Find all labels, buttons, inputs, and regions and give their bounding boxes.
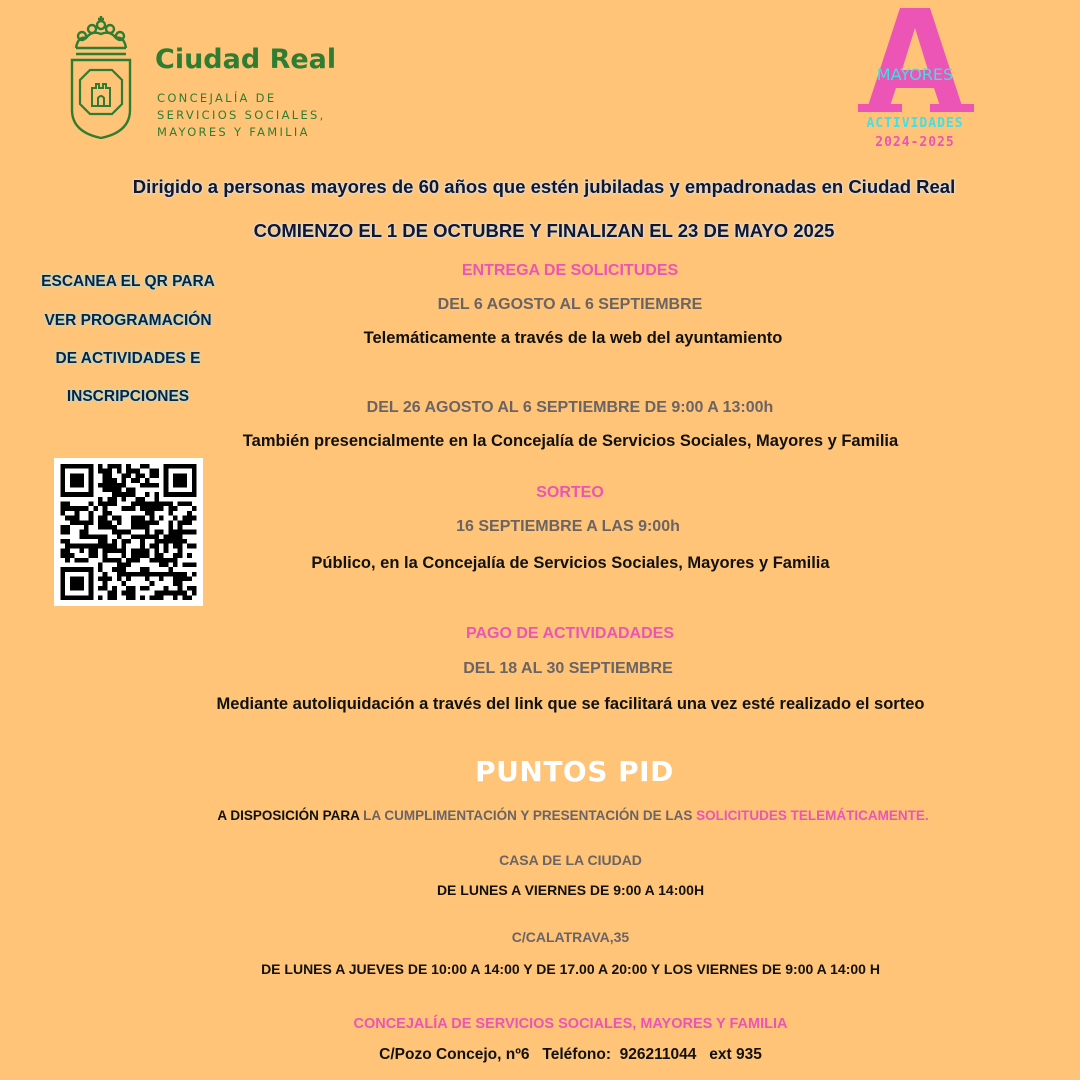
casa-ciudad-hours: DE LUNES A VIERNES DE 9:00 A 14:00H (436, 882, 705, 898)
puntos-pid-desc-part1: A DISPOSICIÓN PARA (217, 808, 360, 823)
qr-instruction-line-3: DE ACTIVIDADES E (55, 350, 201, 367)
badge-mayores-label: MAYORES (876, 65, 954, 84)
puntos-pid-desc-part3: SOLICITUDES TELEMÁTICAMENTE. (696, 808, 929, 823)
puntos-pid-heading: PUNTOS PID (475, 755, 674, 788)
qr-instruction-line-4: INSCRIPCIONES (66, 388, 190, 405)
solicitudes-online-dates: DEL 6 AGOSTO AL 6 SEPTIEMBRE (437, 296, 703, 313)
course-dates-text: COMIENZO EL 1 DE OCTUBRE Y FINALIZAN EL 23 DE MAYO 2025 (253, 220, 835, 241)
sorteo-date: 16 SEPTIEMBRE A LAS 9:00h (456, 518, 680, 535)
solicitudes-heading: ENTREGA DE SOLICITUDES (461, 262, 679, 279)
solicitudes-online-text: Telemáticamente a través de la web del ayuntamiento (363, 329, 783, 347)
badge-year-label: 2024-2025 (875, 135, 955, 150)
calatrava-name: C/CALATRAVA,35 (511, 929, 630, 945)
pago-heading: PAGO DE ACTIVIDADADES (465, 625, 674, 642)
pago-dates: DEL 18 AL 30 SEPTIEMBRE (463, 660, 673, 677)
solicitudes-presencial-text: También presencialmente en la Concejalía de Servicios Sociales, Mayores y Familia (242, 432, 899, 450)
puntos-pid-description (0, 808, 1080, 823)
calatrava-hours: DE LUNES A JUEVES DE 10:00 A 14:00 Y DE 17.00 A 20:00 Y LOS VIERNES DE 9:00 A 14:00 H (261, 961, 880, 977)
pago-text: Mediante autoliquidación a través del link que se facilitará una vez esté realizado el sorteo (216, 695, 925, 713)
sorteo-heading: SORTEO (536, 484, 604, 501)
badge-actividades-label: ACTIVIDADES (866, 116, 964, 131)
mayores-actividades-badge (850, 4, 980, 154)
department-line-2: SERVICIOS SOCIALES, (157, 108, 326, 122)
city-name-title: Ciudad Real (155, 44, 337, 75)
big-letter-a-icon (850, 4, 980, 116)
footer-organization: CONCEJALÍA DE SERVICIOS SOCIALES, MAYORES Y FAMILIA (353, 1016, 788, 1032)
ciudad-real-crest-logo (68, 14, 134, 142)
puntos-pid-desc-part2: LA CUMPLIMENTACIÓN Y PRESENTACIÓN DE LAS (359, 808, 697, 823)
department-line-1: CONCEJALÍA DE (157, 91, 277, 105)
casa-ciudad-name: CASA DE LA CIUDAD (499, 852, 642, 868)
qr-instruction-line-2: VER PROGRAMACIÓN (44, 312, 212, 329)
solicitudes-presencial-dates: DEL 26 AGOSTO AL 6 SEPTIEMBRE DE 9:00 A 13:00h (366, 399, 774, 416)
department-line-3: MAYORES Y FAMILIA (157, 125, 310, 139)
qr-instruction-line-1: ESCANEA EL QR PARA (41, 273, 215, 290)
sorteo-text: Público, en la Concejalía de Servicios Sociales, Mayores y Familia (311, 554, 830, 572)
target-audience-text: Dirigido a personas mayores de 60 años que estén jubiladas y empadronadas en Ciudad Real (132, 176, 956, 197)
footer-address-phone: C/Pozo Concejo, nº6 Teléfono: 926211044 ext 935 (379, 1046, 762, 1063)
